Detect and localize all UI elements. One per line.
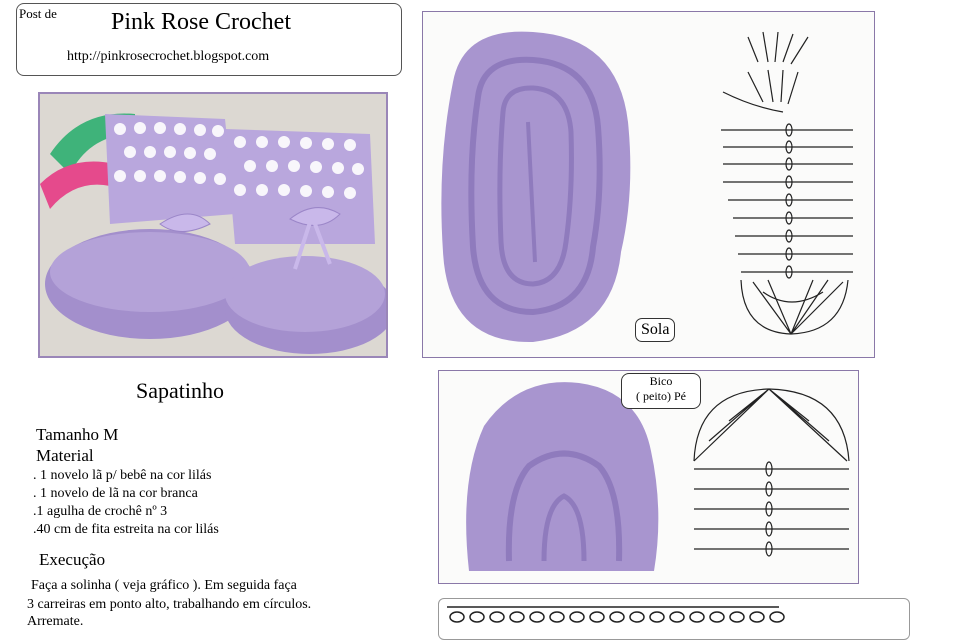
- instruction-line: Arremate.: [27, 614, 84, 629]
- blog-url[interactable]: http://pinkrosecrochet.blogspot.com: [67, 49, 270, 64]
- material-item: . 1 novelo de lã na cor branca: [33, 486, 198, 501]
- sole-illustration: [423, 12, 874, 357]
- post-label: Post de: [19, 6, 57, 21]
- toe-label-line2: ( peito) Pé: [636, 389, 686, 403]
- material-item: .40 cm de fita estreita na cor lilás: [33, 522, 219, 537]
- booties-illustration: [40, 94, 386, 356]
- chain-stitch-illustration: [439, 599, 907, 637]
- execution-heading: Execução: [39, 550, 106, 569]
- blog-header: [16, 3, 402, 76]
- pattern-title: Sapatinho: [136, 378, 224, 403]
- chain-chart-strip: [438, 598, 910, 640]
- sole-diagram-panel: [422, 11, 875, 358]
- size-line: Tamanho M: [36, 425, 119, 444]
- material-heading: Material: [36, 446, 94, 465]
- sole-label: Sola: [635, 318, 675, 342]
- material-item: .1 agulha de crochê nº 3: [33, 504, 168, 519]
- toe-label-line1: Bico: [649, 374, 673, 388]
- blog-title: Pink Rose Crochet: [111, 9, 291, 35]
- instruction-line: 3 carreiras em ponto alto, trabalhando em círculos.: [27, 597, 312, 612]
- booties-photo: [38, 92, 388, 358]
- instruction-line: Faça a solinha ( veja gráfico ). Em seguida faça: [31, 578, 297, 593]
- toe-diagram-panel: [438, 370, 859, 584]
- material-item: . 1 novelo lã p/ bebê na cor lilás: [33, 468, 212, 483]
- toe-label: [621, 373, 701, 409]
